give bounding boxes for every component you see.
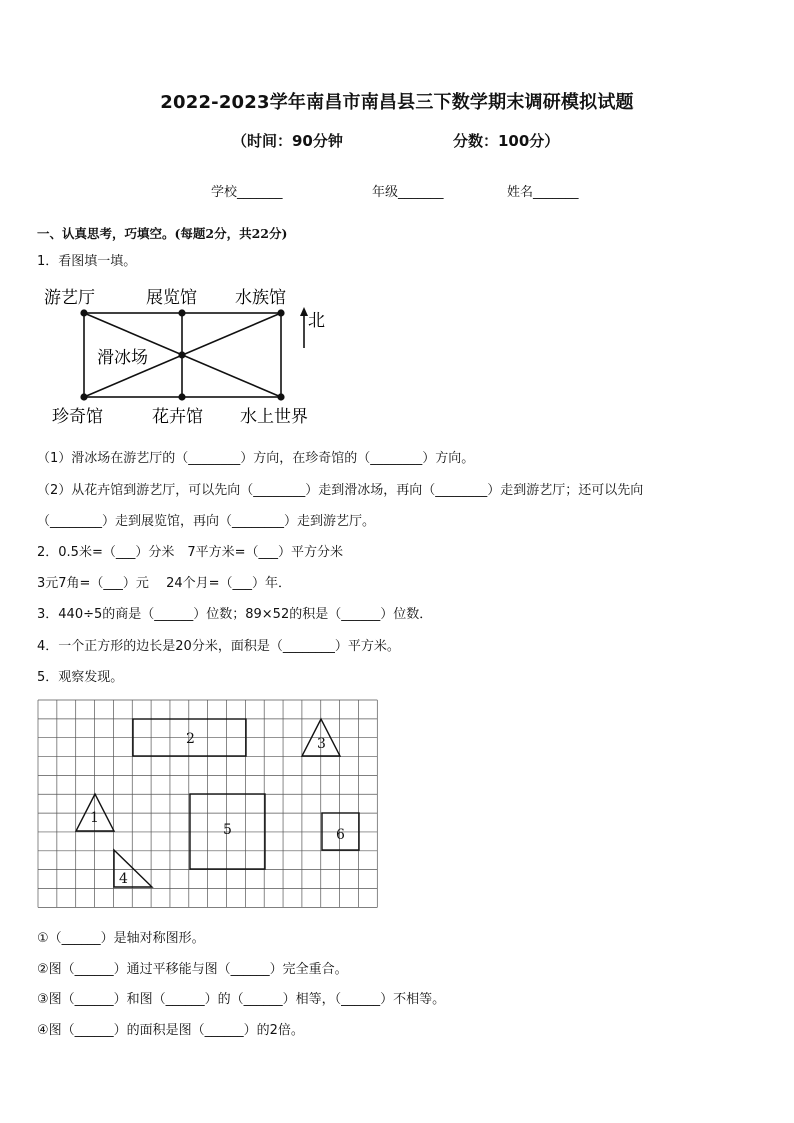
place-label: 滑冰场 xyxy=(97,348,148,368)
q5-item-2: ②图（______）通过平移能与图（______）完全重合。 xyxy=(37,962,348,977)
q5-stem: 5．观察发现。 xyxy=(37,670,124,685)
place-label: 水族馆 xyxy=(235,288,286,308)
map-dot xyxy=(178,309,185,316)
map-dot xyxy=(178,351,185,358)
place-label: 珍奇馆 xyxy=(52,407,103,427)
q2-line2: 3元7角=（___）元 24个月=（___）年． xyxy=(37,576,292,591)
place-label: 水上世界 xyxy=(240,407,308,427)
exam-time: （时间：90分钟 xyxy=(232,132,343,150)
map-dot xyxy=(80,393,87,400)
q1-sub1: （1）滑冰场在游艺厅的（________）方向，在珍奇馆的（________）方向。 xyxy=(37,451,475,466)
q5-item-4: ④图（______）的面积是图（______）的2倍。 xyxy=(37,1023,304,1038)
map-dot xyxy=(277,309,284,316)
shape-label: 4 xyxy=(119,871,128,887)
map-dot xyxy=(80,309,87,316)
shape-label: 1 xyxy=(90,810,99,826)
grid-lines xyxy=(38,700,377,907)
direction-map xyxy=(40,282,340,432)
q5-item-3: ③图（______）和图（______）的（______）相等，（______）不相等。 xyxy=(37,992,446,1007)
shape-label: 6 xyxy=(336,827,345,843)
map-dot xyxy=(178,393,185,400)
place-label: 游艺厅 xyxy=(44,288,95,308)
q1-sub2-line1: （2）从花卉馆到游艺厅，可以先向（________）走到滑冰场，再向（________）走到游艺厅；还可以先向 xyxy=(37,483,644,498)
north-arrow-icon xyxy=(300,307,308,316)
q2-line1: 2．0.5米=（___）分米 7平方米=（___）平方分米 xyxy=(37,545,344,560)
north-label: 北 xyxy=(308,311,325,331)
q1-stem: 1．看图填一填。 xyxy=(37,254,137,269)
school-field: 学校_______ xyxy=(211,185,283,200)
q3-text: 3．440÷5的商是（______）位数；89×52的积是（______）位数． xyxy=(37,607,433,622)
section-heading: 一、认真思考，巧填空。(每题2分，共22分) xyxy=(37,226,288,241)
exam-score: 分数：100分） xyxy=(453,132,560,150)
place-label: 展览馆 xyxy=(146,288,197,308)
shape-label: 3 xyxy=(317,736,326,752)
q5-item-1: ①（______）是轴对称图形。 xyxy=(37,931,205,946)
page-title: 2022-2023学年南昌市南昌县三下数学期末调研模拟试题 xyxy=(160,92,634,113)
grade-field: 年级_______ xyxy=(372,185,444,200)
name-field: 姓名_______ xyxy=(507,185,579,200)
place-label: 花卉馆 xyxy=(152,407,203,427)
q4-text: 4．一个正方形的边长是20分米，面积是（________）平方米。 xyxy=(37,639,400,654)
shape-label: 2 xyxy=(186,731,195,747)
grid-figure xyxy=(30,693,390,913)
q1-sub2-line2: （________）走到展览馆，再向（________）走到游艺厅。 xyxy=(37,514,376,529)
map-dot xyxy=(277,393,284,400)
shape-label: 5 xyxy=(223,822,232,838)
